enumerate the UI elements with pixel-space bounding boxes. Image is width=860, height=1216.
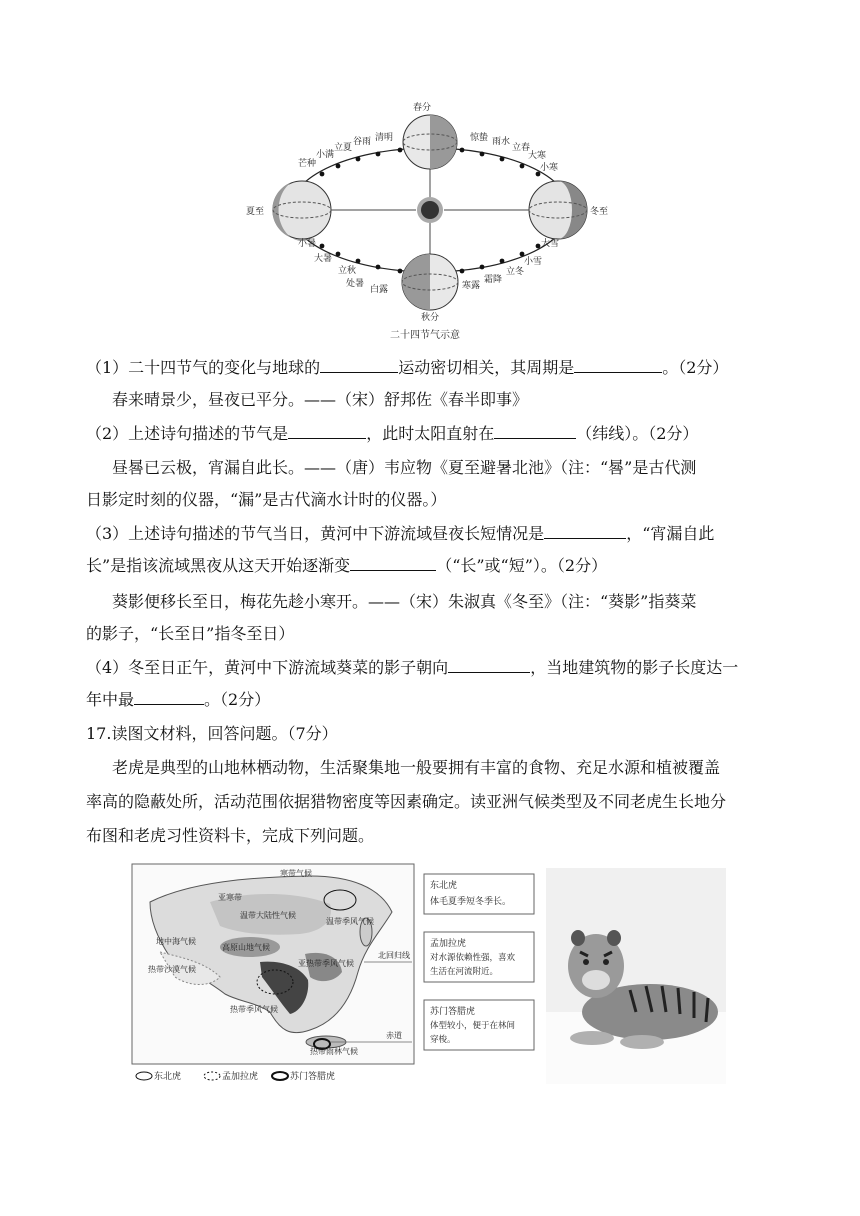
poem-3-line-1: 葵影便移长至日，梅花先趁小寒开。——（宋）朱淑真《冬至》（注：“葵影”指葵菜 (112, 592, 697, 611)
q3-line2-prefix: 长”是指该流域黑夜从这天开始逐渐变 (86, 556, 351, 575)
map-legend (136, 1070, 335, 1082)
q2-mid: ，此时太阳直射在 (366, 424, 495, 443)
map-label-temperate-continental: 温带大陆性气候 (240, 911, 296, 920)
q17-text-2: 率高的隐蔽处所，活动范围依据猎物密度等因素确定。读亚洲气候类型及不同老虎生长地分 (86, 792, 727, 811)
q2-blank-2[interactable] (494, 420, 576, 439)
map-label-equator: 赤道 (386, 1031, 402, 1040)
asia-tiger-figure (130, 862, 730, 1092)
map-label-plateau: 高原山地气候 (222, 943, 270, 952)
poem-3-line-2: 的影子，“长至日”指冬至日） (86, 624, 295, 643)
term-hanlu: 寒露 (462, 281, 481, 291)
earth-autumn-icon (402, 254, 458, 310)
q2-blank-1[interactable] (288, 420, 366, 439)
map-label-mediterranean: 地中海气候 (156, 937, 196, 946)
map-label-cold: 寒带气候 (280, 869, 312, 878)
q4-blank-1[interactable] (448, 654, 530, 673)
question-2 (86, 420, 786, 448)
legend-sumatran: 苏门答腊虎 (290, 1072, 336, 1082)
term-lichun: 立春 (512, 143, 531, 153)
q3-mid: ，“宵漏自此 (626, 524, 715, 543)
earth-winter-icon (529, 181, 587, 239)
term-daxue: 大雪 (541, 239, 560, 249)
map-label-tropical-monsoon: 热带季风气候 (230, 1005, 278, 1014)
term-mangzhong: 芒种 (298, 159, 317, 169)
map-label-tropic: 北回归线 (378, 951, 410, 960)
q17-heading: 17.读图文材料，回答问题。（7分） (86, 724, 338, 743)
question-1 (86, 354, 786, 382)
q3-line2-suffix: （“长”或“短”）。（2分） (436, 556, 608, 575)
q17-text-1: 老虎是典型的山地林栖动物，生活聚集地一般要拥有丰富的食物、充足水源和植被覆盖 (112, 758, 721, 777)
card-bengal-text-2: 生活在河流附近。 (430, 967, 499, 977)
term-xiaoshu: 小暑 (298, 239, 317, 249)
question-4-line-2 (86, 686, 786, 714)
q2-prefix: （2）上述诗句描述的节气是 (86, 424, 289, 443)
map-label-rainforest: 热带雨林气候 (310, 1047, 358, 1056)
term-dahan: 大寒 (528, 151, 547, 161)
term-dongzhi: 冬至 (590, 207, 609, 217)
term-liqiu: 立秋 (338, 266, 357, 276)
card-amur-tiger (424, 874, 534, 914)
q1-suffix: 。（2分） (662, 358, 729, 377)
question-3-line-1 (86, 520, 786, 548)
poem-1: 春来晴景少，昼夜已平分。——（宋）舒邦佐《春半即事》 (112, 390, 529, 409)
term-jingzhe: 惊蛰 (470, 133, 489, 143)
q3-prefix: （3）上述诗句描述的节气当日，黄河中下游流域昼夜长短情况是 (86, 524, 545, 543)
q4-prefix: （4）冬至日正午，黄河中下游流域葵菜的影子朝向 (86, 658, 449, 677)
q3-blank-2[interactable] (350, 552, 436, 571)
term-bailu: 白露 (370, 285, 389, 295)
q1-blank-1[interactable] (320, 354, 398, 373)
card-sumatran-tiger (424, 1000, 534, 1050)
q3-blank-1[interactable] (544, 520, 626, 539)
term-qiufen: 秋分 (421, 313, 440, 323)
sun-icon (417, 197, 443, 223)
q4-blank-2[interactable] (134, 686, 204, 705)
term-xiaohan: 小寒 (540, 163, 559, 173)
term-chunfen: 春分 (413, 103, 432, 113)
term-xiazhi: 夏至 (246, 207, 265, 217)
term-dashu: 大暑 (314, 254, 333, 264)
term-lixia: 立夏 (334, 143, 353, 153)
q2-suffix: （纬线）。（2分） (576, 424, 699, 443)
term-guyu: 谷雨 (353, 137, 372, 147)
q4-line2-suffix: 。（2分） (204, 690, 271, 709)
earth-spring-icon (403, 115, 457, 169)
earth-summer-icon (272, 181, 331, 241)
q1-mid: 运动密切相关，其周期是 (398, 358, 575, 377)
card-bengal-title: 孟加拉虎 (430, 939, 467, 949)
q1-blank-2[interactable] (574, 354, 662, 373)
map-label-temperate-monsoon: 温带季风气候 (326, 917, 374, 926)
map-label-subarctic: 亚寒带 (218, 893, 242, 902)
legend-bengal: 孟加拉虎 (222, 1072, 259, 1082)
figure1-caption: 二十四节气示意 (390, 330, 460, 341)
card-sumatran-text-1: 体型较小，便于在林间 (430, 1021, 516, 1031)
poem-2-line-2: 日影定时刻的仪器，“漏”是古代滴水计时的仪器。） (86, 490, 447, 509)
card-amur-title: 东北虎 (430, 881, 458, 891)
term-xiaoman: 小满 (316, 150, 335, 160)
q4-mid: ，当地建筑物的影子长度达一 (530, 658, 739, 677)
card-bengal-tiger (424, 932, 534, 982)
term-qingming: 清明 (375, 133, 394, 143)
card-sumatran-title: 苏门答腊虎 (430, 1007, 476, 1017)
term-lidong: 立冬 (506, 267, 525, 277)
poem-2-line-1: 昼晷已云极，宵漏自此长。——（唐）韦应物《夏至避暑北池》（注：“晷”是古代测 (112, 458, 697, 477)
map-label-desert: 热带沙漠气候 (148, 965, 196, 974)
legend-amur: 东北虎 (154, 1072, 182, 1082)
term-xiaoxue: 小雪 (524, 257, 543, 267)
tiger-photo (546, 868, 726, 1084)
question-4-line-1 (86, 654, 786, 682)
card-sumatran-text-2: 穿梭。 (430, 1035, 456, 1045)
question-3-line-2 (86, 552, 786, 580)
solar-terms-diagram (240, 96, 620, 346)
card-amur-text: 体毛夏季短冬季长。 (430, 897, 512, 907)
term-chushu: 处暑 (346, 279, 365, 289)
q4-line2-prefix: 年中最 (86, 690, 135, 709)
term-yushui: 雨水 (492, 137, 511, 147)
map-label-subtropical: 亚热带季风气候 (298, 959, 354, 968)
card-bengal-text-1: 对水源依赖性强，喜欢 (430, 953, 516, 963)
term-shuangjiang: 霜降 (484, 275, 503, 285)
q1-prefix: （1）二十四节气的变化与地球的 (86, 358, 321, 377)
q17-text-3: 布图和老虎习性资料卡，完成下列问题。 (86, 826, 375, 845)
